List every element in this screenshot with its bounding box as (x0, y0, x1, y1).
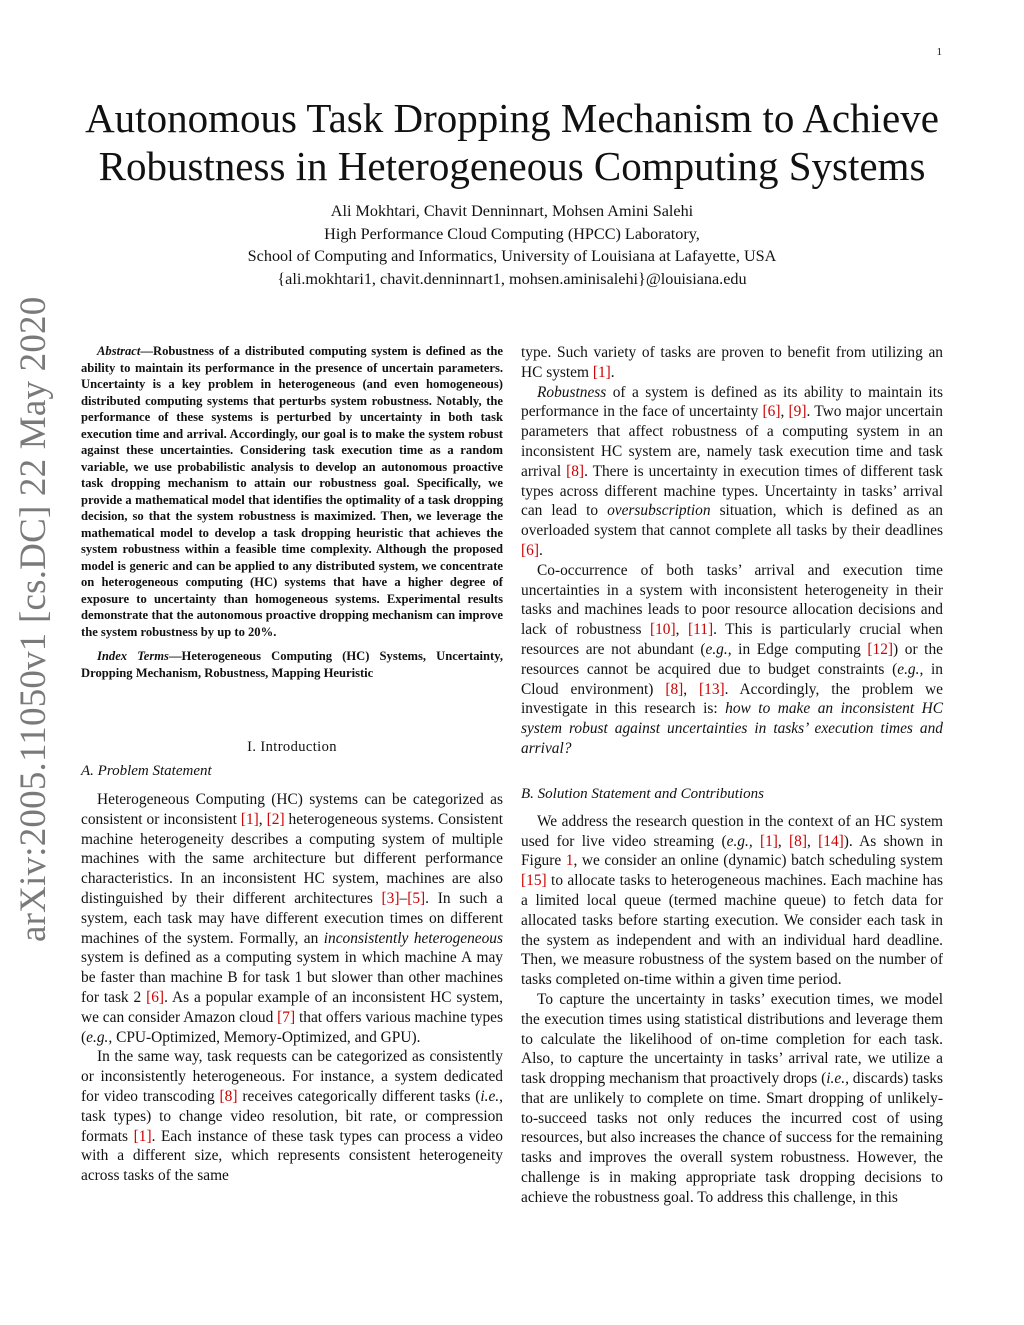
citation-link[interactable]: [1] (133, 1127, 152, 1145)
title-line-1: Autonomous Task Dropping Mechanism to Achieve (85, 95, 939, 141)
author-school: School of Computing and Informatics, University of Louisiana at Lafayette, USA (247, 247, 777, 265)
citation-link[interactable]: [6] (521, 541, 539, 559)
paragraph-research-question: We address the research question in the context of an HC system used for live video streaming (e.g., [1], [8], [14]). As shown in Figure 1, we consider an online (dynamic) batch scheduling system [15] to allocate tasks to heterogeneous machines. Each machine has a limited local queue (termed machine queue) to fetch data for allocated tasks before starting execution. We consider each task in the system as independent and with an individual hard deadline. Then, we measure robustness of the system based on the number of tasks completed on-time within a given time period. (521, 812, 944, 989)
citation-link[interactable]: [5] (407, 889, 426, 907)
paper-title (40, 94, 984, 190)
page-number: 1 (936, 46, 942, 58)
citation-link[interactable]: [1] (240, 810, 259, 828)
abstract (81, 343, 503, 640)
citation-link[interactable]: [11] (688, 621, 714, 639)
author-lab: High Performance Cloud Computing (HPCC) Laboratory, (324, 224, 700, 243)
citation-link[interactable]: [8] (789, 832, 807, 850)
paragraph-co-occurrence: Co-occurrence of both tasks’ arrival and execution time uncertainties in a system with inconsistent heterogeneity in their tasks and machines leads to poor resource allocation decisions and lack of robustness [10], [11]. This is particularly crucial when resources are not abundant (e.g., in Edge computing [12]) or the resources cannot be acquired due to budget constraints (e.g., in Cloud environment) [8], [13]. Accordingly, the problem we investigate in this research is: how to make an inconsistent HC system robust against uncertainties in tasks’ execution times and arrival? (521, 561, 943, 757)
right-column (521, 343, 943, 1208)
citation-link[interactable]: [7] (277, 1008, 296, 1026)
citation-link[interactable]: [1] (759, 832, 778, 850)
citation-link[interactable]: [3] (381, 889, 400, 907)
citation-link[interactable]: [10] (649, 621, 676, 639)
figure-link[interactable]: 1 (565, 852, 574, 870)
index-terms-text: —Heterogeneous Computing (HC) Systems, Uncertainty, Dropping Mechanism, Robustness, Mapping Heuristic (81, 649, 503, 680)
paragraph-task-requests: In the same way, task requests can be categorized as consistently or inconsistently heterogeneous. For instance, a system dedicated for video transcoding [8] receives categorically different tasks (i.e., task types) to change video resolution, bit rate, or compression formats [1]. Each instance of these task types can process a video with a different size, which represents consistent heterogeneity across tasks of the same (81, 1048, 503, 1185)
author-emails: {ali.mokhtari1, chavit.denninnart1, mohsen.aminisalehi}@louisiana.edu (277, 269, 747, 288)
section-heading-introduction: I. Introduction (247, 739, 337, 755)
citation-link[interactable]: [8] (665, 680, 684, 698)
citation-link[interactable]: [6] (146, 988, 165, 1006)
citation-link[interactable]: [1] (592, 363, 611, 381)
citation-link[interactable]: [15] (521, 872, 547, 890)
author-block (60, 200, 964, 290)
author-names: Ali Mokhtari, Chavit Denninnart, Mohsen Amini Salehi (330, 202, 694, 220)
citation-link[interactable]: [9] (788, 403, 807, 421)
paragraph-hc-categories: Heterogeneous Computing (HC) systems can be categorized as consistent or inconsistent [1], [2] heterogeneous systems. Consistent machine heterogeneity describes a computing system of multiple machines with the same architecture but different performance characteristics. In an inconsistent HC system, machines are also distinguished by their different architectures [3]–[5]. In such a system, each task may have different execution times on different machines of the system. Formally, an inconsistently heterogeneous system is defined as a computing system in which machine A may be faster than machine B for task 1 but slower than other machines for task 2 [6]. As a popular example of an inconsistent HC system, we can consider Amazon cloud [7] that offers various machine types (e.g., CPU-Optimized, Memory-Optimized, and GPU). (81, 791, 503, 1046)
title-line-2: Robustness in Heterogeneous Computing Systems (98, 143, 926, 189)
subsection-heading-solution: B. Solution Statement and Contributions (521, 785, 764, 802)
index-terms (81, 648, 503, 681)
paragraph-uncertainty-capture: To capture the uncertainty in tasks’ execution times, we model the execution times using statistical distributions and leverage them to calculate the likelihood of on-time completion for each task. Also, to capture the uncertainty in tasks’ arrival rate, we utilize a task dropping mechanism that proactively drops (i.e., discards) tasks that are unlikely to complete on time. Smart dropping of unlikely-to-succeed tasks not only reduces the incurred cost of using resources, but also increases the chance of success for the remaining tasks and improves the overall system robustness. However, the challenge is in making appropriate task dropping decisions to achieve the robustness goal. To address this challenge, in this (521, 990, 943, 1206)
citation-link[interactable]: [2] (266, 810, 285, 828)
abstract-label: Abstract (97, 344, 141, 358)
paragraph-robustness: Robustness of a system is defined as its ability to maintain its performance in the face of uncertainty [6], [9]. Two major uncertain parameters that affect robustness of a computing system in an inconsistent HC system are, namely task execution time and task arrival [8]. There is uncertainty in execution times of different task types across different machine types. Uncertainty in tasks’ arrival can lead to oversubscription situation, which is defined as an overloaded system that cannot complete all tasks by their deadlines [6]. (521, 383, 943, 559)
citation-link[interactable]: [8] (566, 462, 585, 480)
citation-link[interactable]: [13] (699, 680, 725, 698)
citation-link[interactable]: [14] (818, 832, 844, 850)
citation-link[interactable]: [6] (762, 403, 781, 421)
abstract-text: —Robustness of a distributed computing system is defined as the ability to maintain its performance in the presence of uncertain parameters. Uncertainty is a key problem in heterogeneous (and even homogeneous) distributed computing systems that perturbs system robustness. Notably, the performance of these systems is perturbed by uncertainty in both task execution time and arrival. Accordingly, our goal is to make the system robust against these uncertainties. Considering task execution time as a random variable, we use probabilistic analysis to develop an autonomous proactive task dropping mechanism to attain our robustness goal. Specifically, we provide a mathematical model that identifies the optimality of a task dropping decision, so that the system robustness is maximized. Then, we leverage the mathematical model to develop a task dropping heuristic that achieves the system robustness within a feasible time complexity. Although the proposed model is generic and can be applied to any distributed system, we concentrate on heterogeneous computing (HC) systems that have a higher degree of exposure to uncertainty than homogeneous systems. Experimental results demonstrate that the autonomous proactive dropping mechanism can improve the system robustness by up to 20%. (81, 344, 503, 639)
citation-link[interactable]: [12] (867, 640, 894, 658)
paragraph-continued: type. Such variety of tasks are proven to benefit from utilizing an HC system [1]. (521, 344, 943, 381)
citation-link[interactable]: [8] (219, 1087, 238, 1105)
subsection-heading-problem-statement: A. Problem Statement (81, 763, 212, 779)
arxiv-identifier: arXiv:2005.11050v1 [cs.DC] 22 May 2020 (13, 296, 54, 942)
left-column (81, 343, 503, 1186)
index-terms-label: Index Terms (97, 649, 169, 663)
